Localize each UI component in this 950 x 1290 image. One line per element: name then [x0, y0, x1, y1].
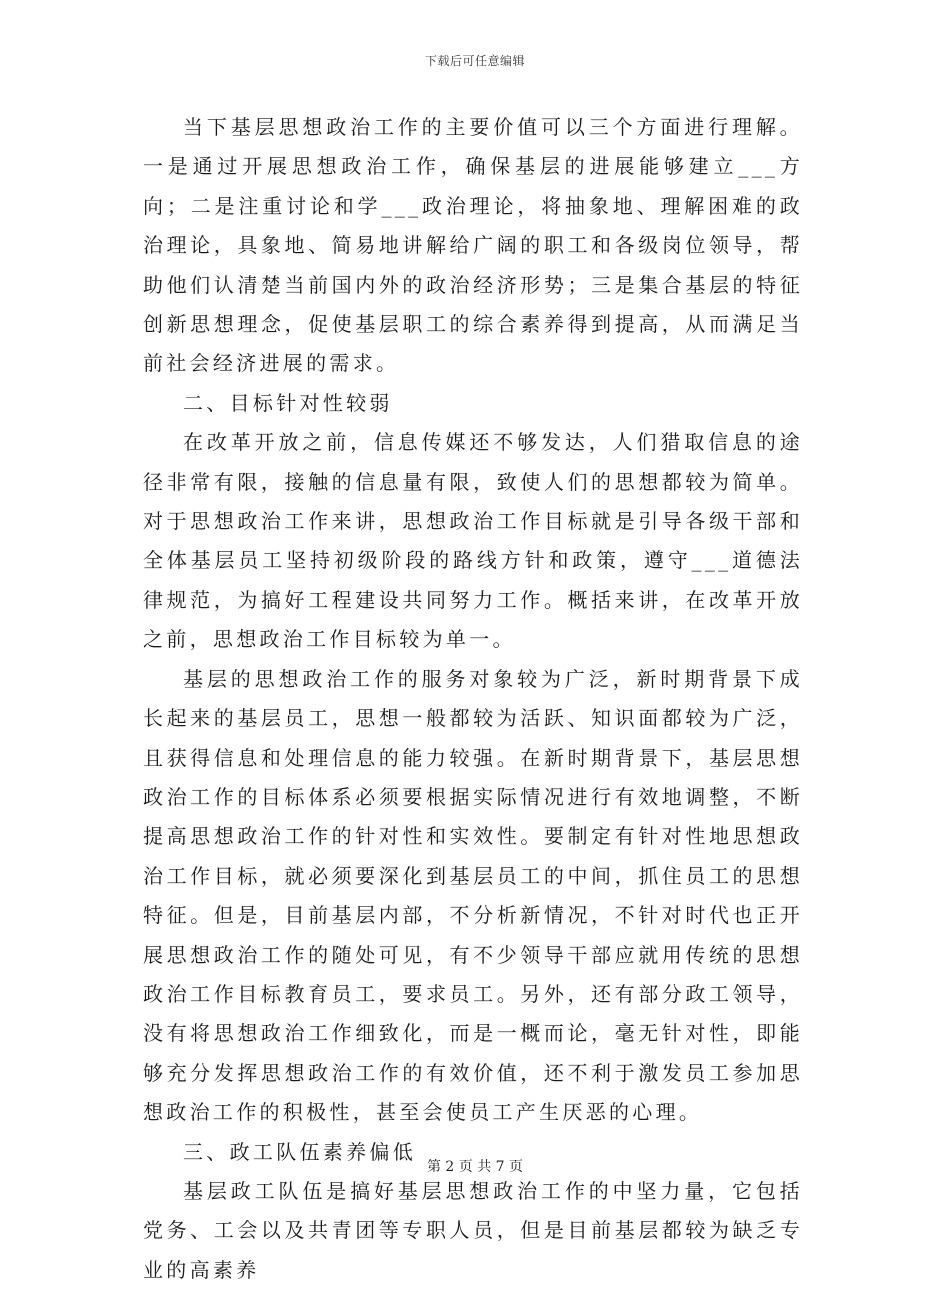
paragraph-service-objects: 基层的思想政治工作的服务对象较为广泛，新时期背景下成长起来的基层员工，思想一般都较为活跃、知识面都较为广泛，且获得信息和处理信息的能力较强。在新时期背景下，基层思想政治工作的目标体系必须要根据实际情况进行有效地调整，不断提高思想政治工作的针对性和实效性。要制定有针对性地思想政治工作目标，就必须要深化到基层员工的中间，抓住员工的思想特征。但是，目前基层内部，不分析新情况，不针对时代也正开展思想政治工作的随处可见，有不少领导干部应就用传统的思想政治工作目标教育员工，要求员工。另外，还有部分政工领导，没有将思想政治工作细致化，而是一概而论，毫无针对性，即能够充分发挥思想政治工作的有效价值，还不利于激发员工参加思想政治工作的积极性，甚至会使员工产生厌恶的心理。 [143, 666, 803, 1125]
paragraph-team-intro: 基层政工队伍是搞好基层思想政治工作的中坚力量，它包括党务、工会以及共青团等专职人员，但是目前基层都较为缺乏专业的高素养 [143, 1178, 803, 1282]
page-number: 第 2 页 共 7 页 [426, 1159, 524, 1175]
section-heading-team-quality: 三、政工队伍素养偏低 [183, 1139, 416, 1164]
section-heading-target-weak: 二、目标针对性较弱 [183, 390, 393, 415]
page-header: 下载后可任意编辑 [424, 54, 525, 68]
paragraph-main-value: 当下基层思想政治工作的主要价值可以三个方面进行理解。一是通过开展思想政治工作，确保基层的进展能够建立___方向；二是注重讨论和学___政治理论，将抽象地、理解困难的政治理论，具象地、简易地讲解给广阔的职工和各级岗位领导，帮助他们认清楚当前国内外的政治经济形势；三是集合基层的特征创新思想理念，促使基层职工的综合素养得到提高，从而满足当前社会经济进展的需求。 [143, 115, 803, 376]
document-body [143, 108, 803, 1290]
paragraph-before-reform: 在改革开放之前，信息传媒还不够发达，人们猎取信息的途径非常有限，接触的信息量有限，致使人们的思想都较为简单。对于思想政治工作来讲，思想政治工作目标就是引导各级干部和全体基层员工坚持初级阶段的路线方针和政策，遵守___道德法律规范，为搞好工程建设共同努力工作。概括来讲，在改革开放之前，思想政治工作目标较为单一。 [143, 430, 803, 652]
